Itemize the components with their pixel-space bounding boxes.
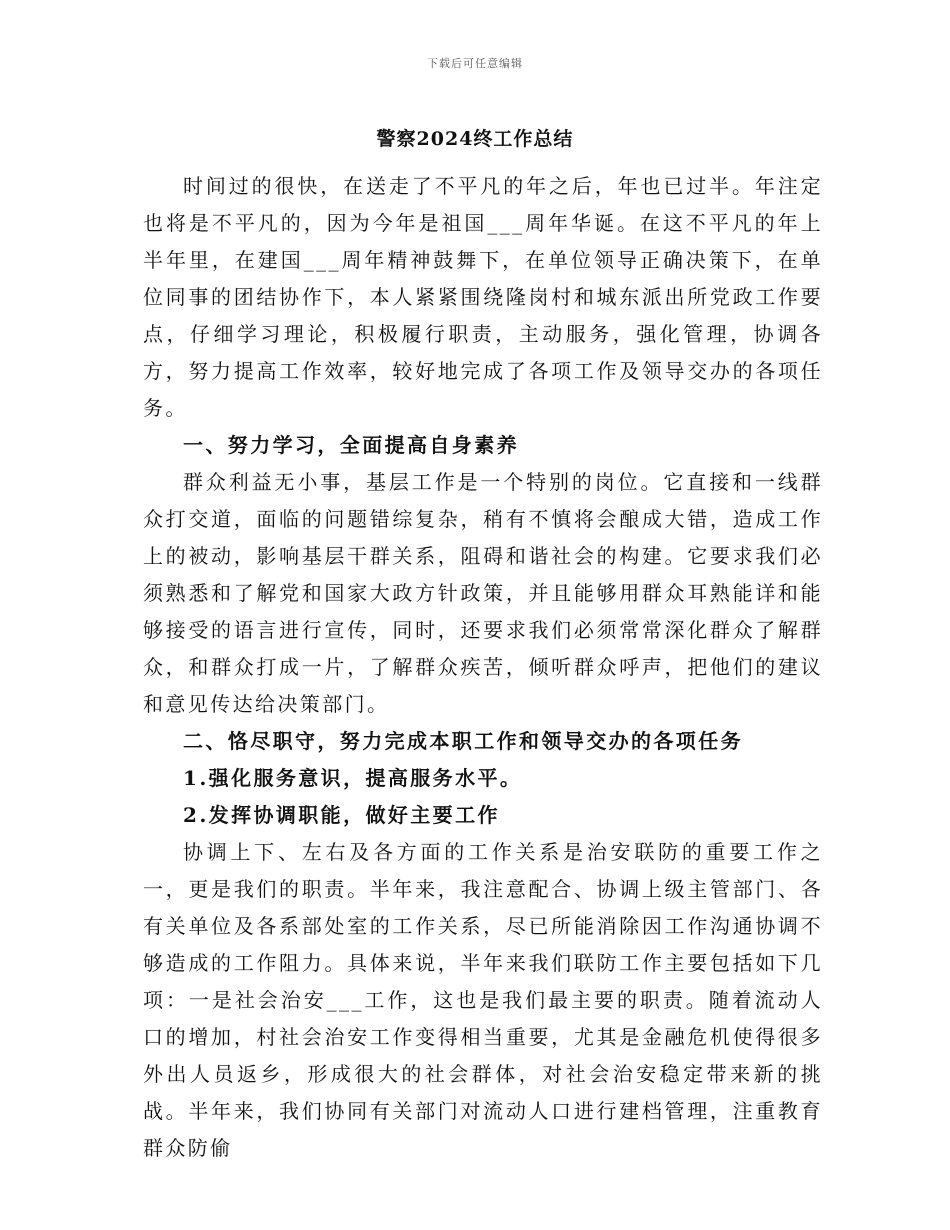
header-note: 下载后可任意编辑 <box>427 57 523 70</box>
section-1-paragraph: 群众利益无小事，基层工作是一个特别的岗位。它直接和一线群众打交道，面临的问题错综复杂，稍有不慎将会酿成大错，造成工作上的被动，影响基层干群关系，阻碍和谐社会的构建。它要求我们必须熟悉和了解党和国家大政方针政策，并且能够用群众耳熟能详和能够接受的语言进行宣传，同时，还要求我们必须常常深化群众了解群众，和群众打成一片，了解群众疾苦，倾听群众呼声，把他们的建议和意见传达给决策部门。 <box>143 470 823 716</box>
document-body <box>143 168 823 1167</box>
document-title: 警察2024终工作总结 <box>376 128 574 150</box>
intro-paragraph: 时间过的很快，在送走了不平凡的年之后，年也已过半。年注定也将是不平凡的，因为今年是祖国___周年华诞。在这不平凡的年上半年里，在建国___周年精神鼓舞下，在单位领导正确决策下，在单位同事的团结协作下，本人紧紧围绕隆岗村和城东派出所党政工作要点，仔细学习理论，积极履行职责，主动服务，强化管理，协调各方，努力提高工作效率，较好地完成了各项工作及领导交办的各项任务。 <box>143 174 823 420</box>
section-heading-1: 一、努力学习，全面提高自身素养 <box>183 433 519 457</box>
section-heading-2: 二、恪尽职守，努力完成本职工作和领导交办的各项任务 <box>183 729 743 753</box>
subsection-2-paragraph: 协调上下、左右及各方面的工作关系是治安联防的重要工作之一，更是我们的职责。半年来，我注意配合、协调上级主管部门、各有关单位及各系部处室的工作关系，尽已所能消除因工作沟通协调不够造成的工作阻力。具体来说，半年来我们联防工作主要包括如下几项：一是社会治安___工作，这也是我们最主要的职责。随着流动人口的增加，村社会治安工作变得相当重要，尤其是金融危机使得很多外出人员返乡，形成很大的社会群体，对社会治安稳定带来新的挑战。半年来，我们协同有关部门对流动人口进行建档管理，注重教育群众防偷 <box>143 840 823 1160</box>
subsection-heading-1: 1.强化服务意识，提高服务水平。 <box>183 766 523 790</box>
subsection-heading-2: 2.发挥协调职能，做好主要工作 <box>183 803 500 827</box>
